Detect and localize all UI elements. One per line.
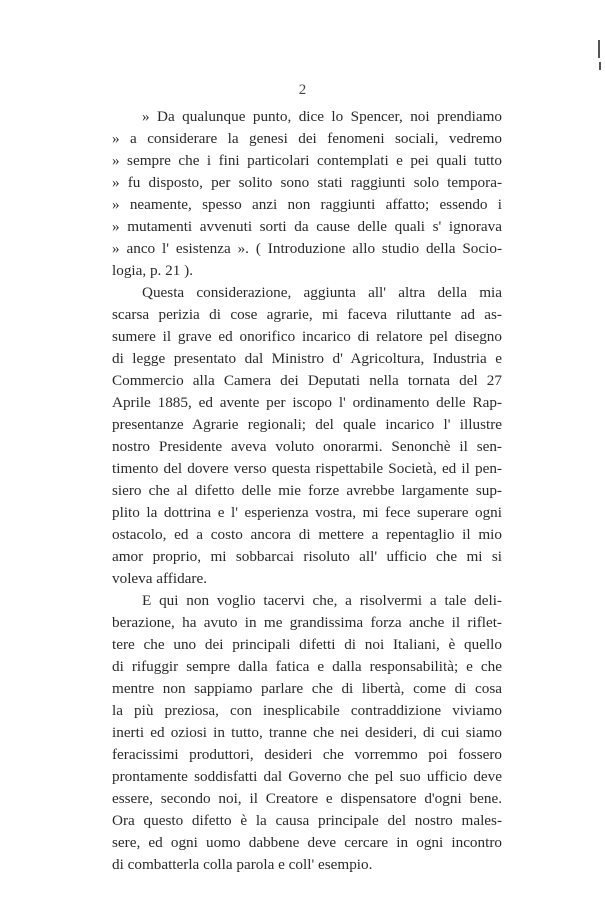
text-line: » a considerare la genesi dei fenomeni sociali, vedremo bbox=[112, 130, 502, 147]
text-line: » anco l' esistenza ». ( Introduzione allo studio della Socio- bbox=[112, 240, 502, 257]
text-line: feracissimi produttori, desideri che vorremmo poi fossero bbox=[112, 746, 502, 763]
text-line: Commercio alla Camera dei Deputati nella tornata del 27 bbox=[112, 372, 502, 389]
text-line: prontamente soddisfatti dal Governo che pel suo ufficio deve bbox=[112, 768, 502, 785]
text-line: » mutamenti avvenuti sorti da cause delle quali s' ignorava bbox=[112, 218, 502, 235]
text-line: siero che al difetto delle mie forze avrebbe largamente sup- bbox=[112, 482, 502, 499]
text-line: voleva affidare. bbox=[112, 570, 208, 587]
text-line: di rifuggir sempre dalla fatica e dalla responsabilità; e che bbox=[112, 658, 502, 675]
page-number: 2 bbox=[298, 82, 307, 98]
text-line: presentanze Agrarie regionali; del quale incarico l' illustre bbox=[112, 416, 502, 433]
text-line: E qui non voglio tacervi che, a risolvermi a tale deli- bbox=[142, 592, 502, 609]
text-line: sere, ed ogni uomo dabbene deve cercare in ogni incontro bbox=[112, 834, 502, 851]
text-line: tere che uno dei principali difetti di noi Italiani, è quello bbox=[112, 636, 502, 653]
text-line: nostro Presidente aveva voluto onorarmi. Senonchè il sen- bbox=[112, 438, 502, 455]
text-line: ostacolo, ed a costo ancora di mettere a repentaglio il mio bbox=[112, 526, 502, 543]
text-line: » Da qualunque punto, dice lo Spencer, noi prendiamo bbox=[142, 108, 502, 125]
text-line: sumere il grave ed onorifico incarico di relatore pel disegno bbox=[112, 328, 502, 345]
text-line: essere, secondo noi, il Creatore e dispensatore d'ogni bene. bbox=[112, 790, 502, 807]
text-line: timento del dovere verso questa rispettabile Società, ed il pen- bbox=[112, 460, 502, 477]
body-text bbox=[112, 106, 502, 876]
text-line: plito la dottrina e l' esperienza vostra, mi fece superare ogni bbox=[112, 504, 502, 521]
text-line: mentre non sappiamo parlare che di libertà, come di cosa bbox=[112, 680, 502, 697]
scan-edge-mark bbox=[598, 40, 600, 58]
text-line: Aprile 1885, ed avente per iscopo l' ordinamento delle Rap- bbox=[112, 394, 502, 411]
scan-edge-mark bbox=[599, 62, 601, 70]
text-line: di combatterla colla parola e coll' esempio. bbox=[112, 856, 373, 873]
text-line: » neamente, spesso anzi non raggiunti affatto; essendo i bbox=[112, 196, 502, 213]
text-line: » sempre che i fini particolari contemplati e pei quali tutto bbox=[112, 152, 502, 169]
text-line: scarsa perizia di cose agrarie, mi faceva riluttante ad as- bbox=[112, 306, 502, 323]
text-line: logia, p. 21 ). bbox=[112, 262, 193, 279]
text-line: Questa considerazione, aggiunta all' altra della mia bbox=[142, 284, 502, 301]
text-line: la più preziosa, con inesplicabile contraddizione viviamo bbox=[112, 702, 502, 719]
text-line: amor proprio, mi sobbarcai risoluto all' ufficio che mi si bbox=[112, 548, 502, 565]
text-line: berazione, ha avuto in me grandissima forza anche il riflet- bbox=[112, 614, 502, 631]
text-line: inerti ed oziosi in tutto, tranne che nei desideri, di cui siamo bbox=[112, 724, 502, 741]
text-line: di legge presentato dal Ministro d' Agricoltura, Industria e bbox=[112, 350, 502, 367]
text-line: » fu disposto, per solito sono stati raggiunti solo tempora- bbox=[112, 174, 502, 191]
text-line: Ora questo difetto è la causa principale del nostro males- bbox=[112, 812, 502, 829]
